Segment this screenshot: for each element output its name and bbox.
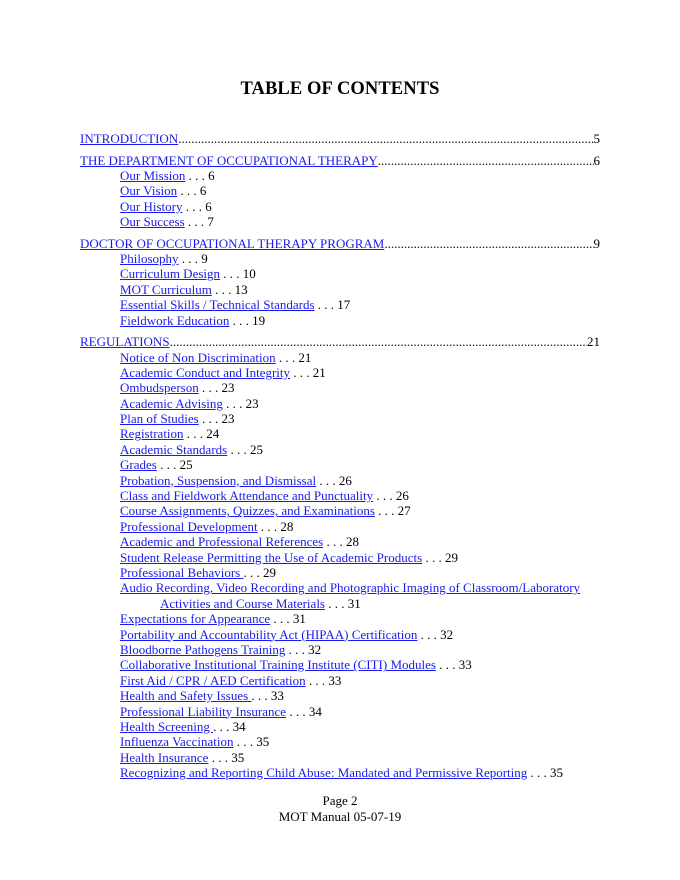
- toc-entry: [80, 657, 600, 672]
- toc-entry-leader: . . .: [305, 672, 329, 688]
- manual-version: MOT Manual 05-07-19: [278, 808, 402, 824]
- toc-entry-page: 6: [208, 168, 215, 183]
- toc-entry-link[interactable]: Registration: [120, 426, 184, 442]
- toc-entry-leader: . . .: [177, 183, 200, 199]
- toc-entry-page: 31: [347, 595, 361, 611]
- toc-entry-link[interactable]: Our Mission: [120, 168, 186, 183]
- toc-entry: [80, 580, 600, 595]
- toc-entry: [80, 519, 600, 534]
- toc-entry-page: 21: [312, 364, 326, 380]
- dot-leader: [170, 334, 587, 350]
- toc-entry: [80, 168, 600, 183]
- toc-entry-link[interactable]: Academic Advising: [120, 395, 223, 411]
- toc-entry-link[interactable]: Audio Recording, Video Recording and Photographic Imaging of Classroom/Laboratory: [120, 580, 581, 596]
- toc-entry-page: 19: [252, 312, 266, 328]
- toc-entry-leader: . . .: [213, 718, 233, 734]
- toc-entry-link[interactable]: Professional Liability Insurance: [120, 703, 287, 719]
- toc-entry-link[interactable]: Collaborative Institutional Training Institute (CITI) Modules: [120, 657, 436, 673]
- toc-entry-link[interactable]: Academic and Professional References: [120, 534, 324, 550]
- toc-entry: [80, 183, 600, 198]
- toc-section: [80, 131, 600, 147]
- toc-section-page: 21: [587, 334, 600, 350]
- toc-section: [80, 334, 600, 350]
- toc-entry-link[interactable]: First Aid / CPR / AED Certification: [120, 672, 306, 688]
- toc-entry-link[interactable]: Class and Fieldwork Attendance and Punctuality: [120, 488, 374, 504]
- toc-entry-link[interactable]: Health Insurance: [120, 749, 209, 765]
- toc-entry-leader: . . .: [275, 349, 299, 365]
- toc-entry-page: 28: [345, 534, 359, 550]
- toc-entry-leader: . . .: [314, 297, 338, 313]
- toc-entry-leader: . . .: [251, 688, 271, 704]
- toc-entry: [80, 426, 600, 441]
- dot-leader: [178, 131, 593, 147]
- toc-section-page: 6: [593, 152, 600, 168]
- toc-entry-link[interactable]: Academic Conduct and Integrity: [120, 364, 291, 380]
- toc-entry-link[interactable]: Plan of Studies: [120, 411, 199, 427]
- toc-entry-page: 29: [262, 564, 276, 580]
- toc-entry: [80, 488, 600, 503]
- toc-entry: [80, 457, 600, 472]
- table-of-contents: [80, 131, 600, 780]
- toc-entry-page: 13: [234, 281, 248, 297]
- toc-section-link[interactable]: THE DEPARTMENT OF OCCUPATIONAL THERAPY: [80, 152, 378, 168]
- toc-entry-leader: . . .: [156, 457, 180, 473]
- toc-entry-link[interactable]: Our Vision: [120, 183, 178, 199]
- toc-entry-leader: . . .: [527, 765, 551, 781]
- toc-entry-leader: . . .: [227, 441, 250, 457]
- toc-entry-page: 6: [205, 198, 212, 214]
- toc-entry-link[interactable]: Health Screening: [120, 718, 214, 734]
- toc-entry-leader: . . .: [222, 395, 246, 411]
- toc-entry-page: 26: [395, 488, 409, 504]
- toc-entry-link[interactable]: MOT Curriculum: [120, 281, 212, 297]
- toc-entry-leader: . . .: [257, 518, 281, 534]
- dot-leader: [384, 236, 593, 252]
- toc-entry: [80, 313, 600, 328]
- toc-entry: [80, 534, 600, 549]
- toc-entry: [80, 550, 600, 565]
- toc-entry-leader: . . .: [373, 488, 396, 504]
- toc-entry-link[interactable]: Influenza Vaccination: [120, 734, 234, 750]
- toc-entry: [80, 350, 600, 365]
- toc-section-page: 5: [593, 131, 600, 146]
- toc-entry-page: 23: [221, 411, 235, 427]
- toc-entry-page: 23: [221, 380, 235, 396]
- toc-entry-leader: . . .: [211, 281, 235, 297]
- toc-entry-link[interactable]: Our History: [120, 198, 183, 214]
- toc-entry: [80, 611, 600, 626]
- toc-entry-page: 35: [231, 749, 245, 765]
- toc-entry-leader: . . .: [285, 641, 309, 657]
- toc-entry-leader: . . .: [323, 534, 346, 550]
- toc-entry: [80, 704, 600, 719]
- toc-entry-leader: . . .: [290, 364, 313, 380]
- toc-entry: [80, 734, 600, 749]
- toc-entry: [80, 365, 600, 380]
- toc-entry-leader: . . .: [198, 411, 222, 427]
- toc-entry-page: 31: [292, 611, 306, 627]
- toc-entry-page: 25: [249, 441, 263, 457]
- toc-entry-leader: . . .: [374, 503, 398, 519]
- toc-entry: [80, 503, 600, 518]
- toc-entry-page: 35: [256, 734, 270, 750]
- toc-entry-leader: . . .: [183, 426, 207, 442]
- toc-entry-page: 33: [458, 657, 472, 673]
- toc-entry-link[interactable]: Recognizing and Reporting Child Abuse: Mandated and Permissive Reporting: [120, 765, 528, 781]
- toc-entry-link[interactable]: Essential Skills / Technical Standards: [120, 297, 315, 313]
- toc-entry-leader: . . .: [184, 214, 208, 230]
- toc-entry: [80, 642, 600, 657]
- toc-entry-leader: . . .: [325, 595, 348, 611]
- toc-entry: [80, 396, 600, 411]
- toc-entry-page: 33: [270, 688, 284, 704]
- toc-entry-page: 34: [308, 703, 322, 719]
- toc-entry: [80, 199, 600, 214]
- toc-entry-link[interactable]: Professional Development: [120, 518, 258, 534]
- toc-entry-page: 32: [440, 626, 454, 642]
- toc-entry: [80, 765, 600, 780]
- toc-entry: [80, 627, 600, 642]
- toc-entry-page: 7: [207, 214, 214, 230]
- toc-entry-page: 9: [201, 251, 208, 267]
- toc-entry-link[interactable]: Grades: [120, 457, 157, 473]
- toc-entry: [80, 473, 600, 488]
- toc-section: [80, 153, 600, 169]
- toc-entry-link[interactable]: Academic Standards: [120, 441, 228, 457]
- toc-entry-leader: . . .: [198, 380, 222, 396]
- toc-entry: [80, 673, 600, 688]
- toc-entry: [80, 282, 600, 297]
- toc-entry: [80, 380, 600, 395]
- toc-entry-leader: . . .: [220, 266, 243, 282]
- toc-entry: [80, 750, 600, 765]
- toc-section-link[interactable]: INTRODUCTION: [80, 131, 179, 146]
- toc-entry-page: 26: [338, 472, 352, 488]
- toc-entry-page: 29: [444, 549, 458, 565]
- toc-entry: [80, 266, 600, 281]
- toc-entry-page: 10: [242, 266, 256, 282]
- toc-entry-page: 32: [308, 641, 322, 657]
- toc-entry: [80, 565, 600, 580]
- page-title: TABLE OF CONTENTS: [240, 79, 440, 99]
- toc-entry-link[interactable]: Professional Behaviors: [120, 564, 244, 580]
- toc-entry-link[interactable]: Bloodborne Pathogens Training: [120, 641, 286, 657]
- toc-entry: [80, 411, 600, 426]
- dot-leader: [378, 153, 594, 169]
- page-number: Page 2: [322, 793, 358, 808]
- toc-entry-link[interactable]: Probation, Suspension, and Dismissal: [120, 472, 317, 488]
- toc-entry-page: 27: [397, 503, 411, 519]
- toc-entry: [80, 297, 600, 312]
- toc-entry-link[interactable]: Philosophy: [120, 251, 179, 267]
- toc-entry-link[interactable]: Health and Safety Issues: [120, 688, 252, 704]
- toc-entry-link[interactable]: Activities and Course Materials: [160, 595, 325, 611]
- toc-entry-link[interactable]: Student Release Permitting the Use of Academic Products: [120, 549, 423, 565]
- toc-entry-leader: . . .: [417, 626, 441, 642]
- toc-entry: [80, 688, 600, 703]
- toc-entry-link[interactable]: Notice of Non Discrimination: [120, 349, 276, 365]
- toc-entry-page: 35: [550, 765, 564, 781]
- toc-section-link[interactable]: DOCTOR OF OCCUPATIONAL THERAPY PROGRAM: [80, 235, 385, 251]
- toc-section-link[interactable]: REGULATIONS: [80, 334, 170, 350]
- toc-entry-link[interactable]: Our Success: [120, 214, 185, 230]
- toc-entry-leader: . . .: [270, 611, 293, 627]
- toc-entry-leader: . . .: [316, 472, 339, 488]
- toc-entry-link[interactable]: Expectations for Appearance: [120, 611, 271, 627]
- toc-section-page: 9: [593, 235, 600, 251]
- toc-entry-page: 33: [328, 672, 342, 688]
- toc-entry-continuation: [80, 596, 600, 611]
- toc-entry-link[interactable]: Course Assignments, Quizzes, and Examinations: [120, 503, 375, 519]
- toc-entry-page: 24: [206, 426, 220, 442]
- toc-entry-leader: . . .: [208, 749, 232, 765]
- toc-entry-leader: . . .: [185, 168, 209, 183]
- page-footer: [0, 793, 680, 824]
- toc-entry-leader: . . .: [229, 312, 253, 328]
- toc-entry: [80, 719, 600, 734]
- toc-entry-page: 23: [245, 395, 259, 411]
- toc-entry-leader: . . .: [286, 703, 309, 719]
- toc-entry-page: 28: [280, 518, 294, 534]
- toc-entry-leader: . . .: [422, 549, 445, 565]
- toc-entry-leader: . . .: [182, 198, 206, 214]
- toc-entry-page: 34: [232, 718, 246, 734]
- toc-entry: [80, 442, 600, 457]
- toc-entry: [80, 251, 600, 266]
- toc-entry-leader: . . .: [233, 734, 257, 750]
- toc-entry-leader: . . .: [435, 657, 459, 673]
- toc-entry-link[interactable]: Portability and Accountability Act (HIPAA) Certification: [120, 626, 418, 642]
- toc-entry-page: 17: [337, 297, 351, 313]
- toc-entry-page: 6: [199, 183, 207, 199]
- toc-section: [80, 236, 600, 252]
- toc-entry-page: 25: [179, 457, 193, 473]
- toc-entry-link[interactable]: Curriculum Design: [120, 266, 221, 282]
- toc-entry: [80, 214, 600, 229]
- toc-entry-page: 21: [298, 349, 312, 365]
- toc-entry-link[interactable]: Fieldwork Education: [120, 312, 230, 328]
- toc-entry-leader: . . .: [243, 564, 263, 580]
- toc-entry-leader: . . .: [178, 251, 202, 267]
- toc-entry-link[interactable]: Ombudsperson: [120, 380, 199, 396]
